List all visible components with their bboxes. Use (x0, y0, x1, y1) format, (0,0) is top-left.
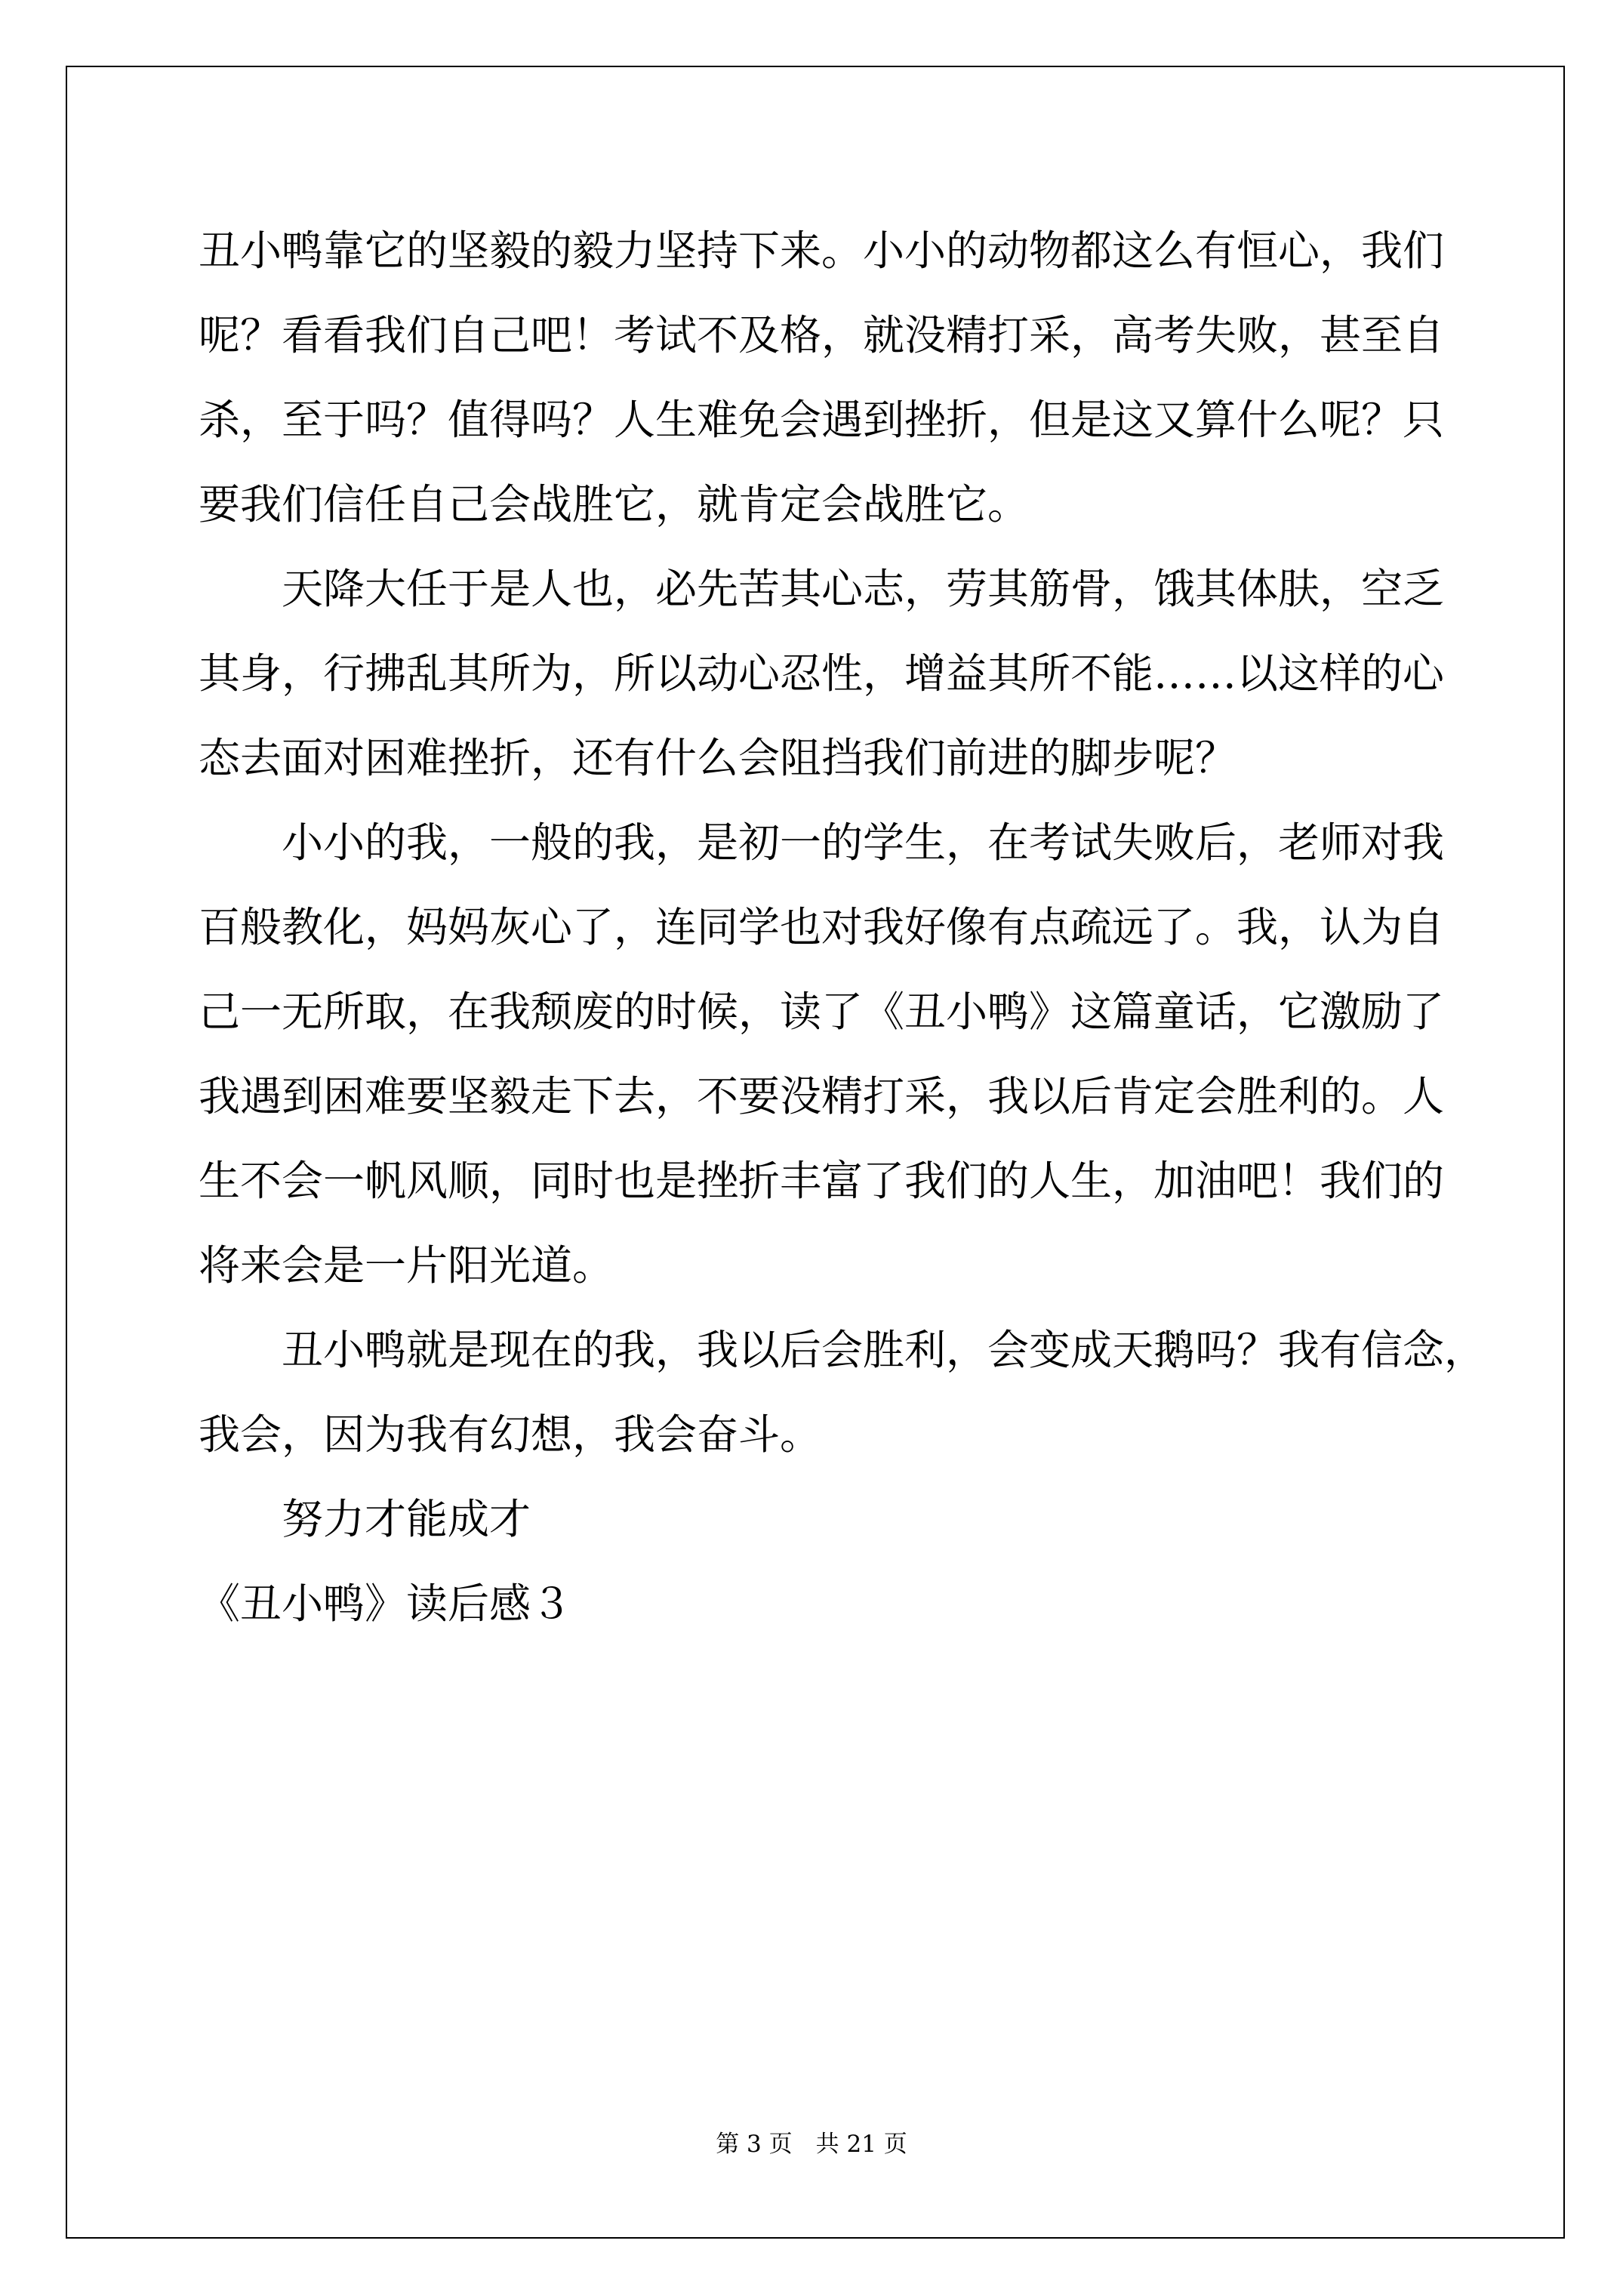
text-line: 己一无所取，在我颓废的时候，读了《丑小鸭》这篇童话，它激励了 (199, 988, 1445, 1036)
document-body (199, 208, 1486, 1646)
text-line: 其身，行拂乱其所为，所以动心忍性，增益其所不能……以这样的心 (199, 649, 1445, 698)
text-line: 百般教化，妈妈灰心了，连同学也对我好像有点疏远了。我，认为自 (199, 903, 1445, 951)
text-line: 努力才能成才 (199, 1495, 531, 1543)
text-line: 杀，至于吗？值得吗？人生难免会遇到挫折，但是这又算什么呢？只 (199, 396, 1445, 444)
text-line: 我会，因为我有幻想，我会奋斗。 (199, 1410, 822, 1459)
text-line: 呢？看看我们自己吧！考试不及格，就没精打采，高考失败，甚至自 (199, 311, 1445, 359)
text-line: 态去面对困难挫折，还有什么会阻挡我们前进的脚步呢？ (199, 734, 1237, 782)
text-line: 小小的我，一般的我，是初一的学生，在考试失败后，老师对我 (199, 818, 1445, 867)
text-line: 将来会是一片阳光道。 (199, 1241, 614, 1290)
page-number-footer: 第 3 页 共 21 页 (716, 2131, 907, 2158)
text-line: 生不会一帆风顺，同时也是挫折丰富了我们的人生，加油吧！我们的 (199, 1157, 1445, 1205)
section-heading: 《丑小鸭》读后感３ (199, 1579, 573, 1628)
text-line: 天降大任于是人也，必先苦其心志，劳其筋骨，饿其体肤，空乏 (199, 565, 1445, 613)
text-line: 要我们信任自己会战胜它，就肯定会战胜它。 (199, 480, 1030, 529)
text-line: 我遇到困难要坚毅走下去，不要没精打采，我以后肯定会胜利的。人 (199, 1072, 1445, 1120)
text-line: 丑小鸭就是现在的我，我以后会胜利，会变成天鹅吗？我有信念， (199, 1326, 1486, 1374)
text-line: 丑小鸭靠它的坚毅的毅力坚持下来。小小的动物都这么有恒心，我们 (199, 227, 1445, 275)
